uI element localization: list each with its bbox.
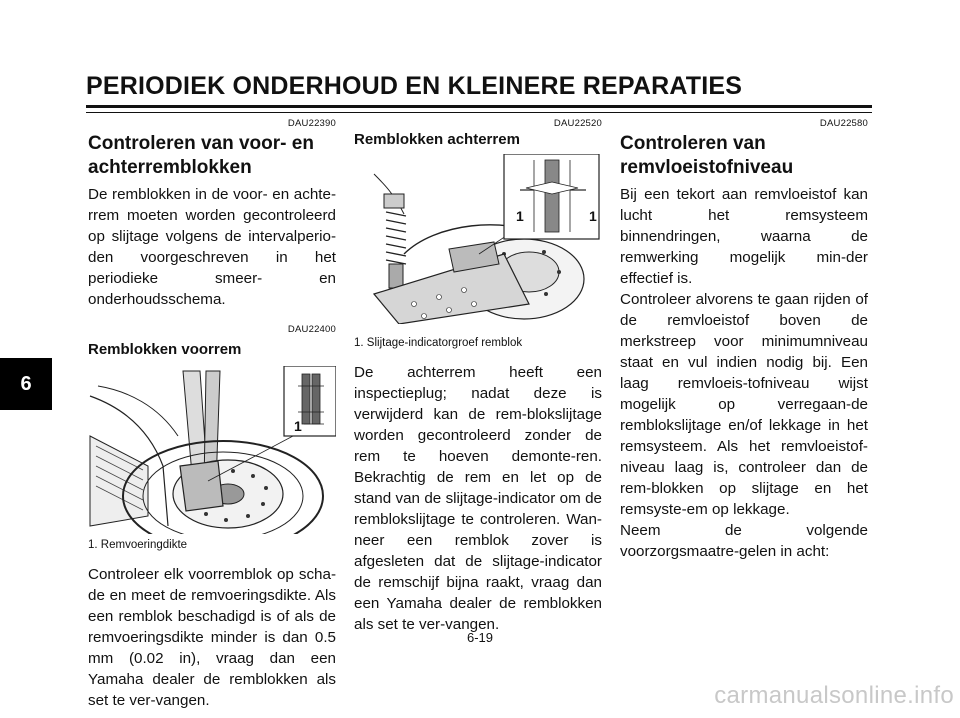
watermark: carmanualsonline.info (714, 682, 954, 709)
section-code: DAU22400 (287, 324, 336, 335)
front-brake-illustration (88, 366, 336, 534)
page-number: 6-19 (466, 630, 494, 645)
subsection-heading: Remblokken voorrem (88, 341, 242, 358)
front-brake-figure (88, 366, 336, 534)
page-header-title: PERIODIEK ONDERHOUD EN KLEINERE REPARATIES (86, 72, 743, 100)
section-code: DAU22390 (287, 118, 336, 129)
figure-callout: 1 (516, 208, 524, 224)
header-rule (86, 105, 872, 113)
body-paragraph: De achterrem heeft een inspectieplug; nadat deze is verwijderd kan de rem-blokslijtage worden gecontroleerd zonder de rem te hoeven demonte-ren. Bekrachtig de rem en let op de stand van de slijtage-indicator om de remblokslijtage te controleren. Wan-neer een remblok zover is afgesleten dat de slijtage-indicator de remschijf bijna raakt, vraag dan een Yamaha dealer de remblokken als set te ver-vangen. (354, 364, 602, 633)
section-heading: Controleren van remvloeistofniveau (620, 133, 794, 178)
chapter-tab[interactable]: 6 (0, 358, 52, 410)
figure-caption: 1. Remvoeringdikte (88, 539, 188, 551)
figure-caption: 1. Slijtage-indicatorgroef remblok (354, 337, 523, 349)
section-heading: Controleren van voor- en achterremblokken (88, 133, 314, 178)
column-middle (354, 118, 602, 635)
column-right (620, 118, 868, 562)
rear-brake-figure (354, 154, 602, 324)
body-paragraph: Bij een tekort aan remvloeistof kan lucht het remsysteem binnendringen, waarna de remwerking mogelijk min-der effectief is. Controleer alvorens te gaan rijden of de remvloeistof boven de merkstreep voor minimumniveau staat en vul indien nodig bij. Een laag remvloeis-tofniveau wijst mogelijk op verregaan-de remblokslijtage en/of lekkage in het remsysteem. Als het remvloeistof-niveau laag is, controleer dan de rem-blokken op slijtage en het remsyste-em op lekkage. Neem de volgende voorzorgsmaatre-gelen in acht: (620, 186, 868, 560)
section-code: DAU22580 (819, 118, 868, 129)
section-code: DAU22520 (553, 118, 602, 129)
body-paragraph: De remblokken in de voor- en achte-rrem moeten worden gecontroleerd op slijtage volgens de intervalperio-den voorgeschreven in het periodieke smeer- en onderhoudsschema. (88, 186, 336, 308)
rear-brake-illustration (354, 154, 602, 324)
body-paragraph: Controleer elk voorremblok op scha-de en meet de remvoeringsdikte. Als een remblok beschadigd is of als de remvoeringsdikte minder is dan 0.5 mm (0.02 in), vraag dan een Yamaha dealer de remblokken als set te ver-vangen. (88, 566, 336, 709)
figure-callout: 1 (589, 208, 597, 224)
figure-callout: 1 (294, 418, 302, 434)
subsection-heading: Remblokken achterrem (354, 131, 520, 148)
column-left (88, 118, 336, 711)
